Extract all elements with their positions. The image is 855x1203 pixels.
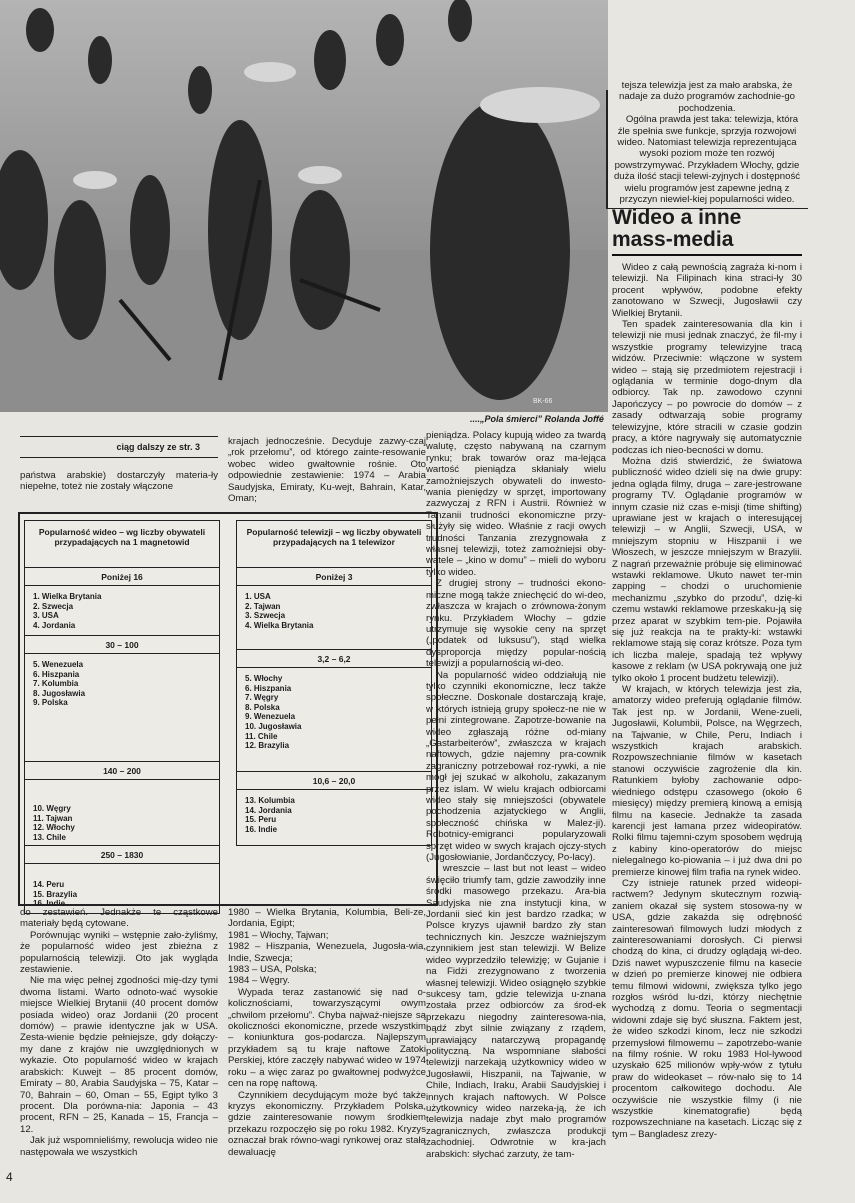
table-list [24, 586, 220, 636]
table-list [236, 586, 432, 650]
list-item: 15. Peru [245, 815, 277, 825]
column-1-top [20, 470, 218, 493]
list-item: 12. Brazylia [245, 741, 290, 751]
table-header: Popularność telewizji – wg liczby obywateli przypadających na 1 telewizor [236, 520, 432, 568]
column-2-bottom [228, 907, 426, 1158]
list-item: 2. Szwecja [33, 601, 74, 611]
list-item: 11. Tajwan [33, 813, 73, 823]
list-item: 5. Włochy [245, 674, 283, 683]
list-item: 12. Włochy [33, 823, 75, 833]
paragraph: krajach jednocześnie. Decyduje zazwy-czaj „rok przełomu”, od którego zainte-resowanie wobec wideo gwałtownie rośnie. Oto odpowiednie zestawienie: 1974 – Arabia Saudyjska, Emiraty, Ku-wejt, Bahrain, Katar, Oman; [228, 436, 426, 505]
list-item: 9. Wenezuela [245, 712, 296, 722]
list-item: 8. Jugosławia [33, 688, 86, 698]
continued-note: ciąg dalszy ze str. 3 [20, 436, 218, 458]
list-item: 10. Węgry [33, 804, 71, 813]
paragraph: 1980 – Wielka Brytania, Kolumbia, Beli-ze, Jordania, Egipt; [228, 907, 426, 930]
table-band: 140 – 200 [24, 762, 220, 780]
photo-field-workers [0, 0, 608, 412]
table-band: 30 – 100 [24, 636, 220, 654]
column-1-bottom [20, 907, 218, 1158]
paragraph: Na popularność wideo oddziałują nie tylko czynniki ekonomiczne, lecz także społeczne. Doskonale dostarczają kraje, w których istnieją grupy społecz-ne nie w pełni zintegrowane. Zapotrze-bowanie na wideo zgłaszają różne od-miany „Gastarbeiterów”, zwłaszcza w krajach naftowych, gdzie najemny pra-cownik zagraniczny potrzebował roz-rywki, a nie mógł jej szukać w alkoholu, zakazanym przez islam. W wielu krajach odbiorcami wideo stały się mniejszości (obywatele pochodzenia azjatyckiego w Anglii, społeczność chińska w Malez-ji). Robotnicy-emigranci popularyzowali sprzęt wideo w swych krajach ojczy-stych (Jugosłowianie, Jordančczycy, Po-lacy). [426, 669, 606, 864]
table-band: Poniżej 3 [236, 568, 432, 586]
photo-caption: ....„Pola śmierci” Rolanda Joffé [470, 414, 604, 424]
list-item: 7. Kolumbia [33, 679, 79, 689]
paragraph: Ten spadek zainteresowania dla kin i telewizji nie musi jednak znaczyć, że fil-my i wszystkie programy telewizyjne tracą widzów. Przeciwnie: włączone w system wideo – stają się przedmiotem rejestracji i oglądania w terminie dogo-dnym dla odbiorcy. Tak np. zawodowo czynni Japończycy – po powrocie do domów – z zasady odtwarzają sobie programy telewizyjne, które stracili w czasie godzin pracy, a które nagrywały się automatycznie podczas ich nieo-becności w domu. [612, 319, 802, 456]
paragraph: Nie ma więc pełnej zgodności mię-dzy tymi dwoma listami. Warto odnoto-wać wysokie miejsce Wielkiej Brytanii (40 procent domów posiada wideo) oraz Jordanii (20 procent domów) – prawie identyczne jak w USA. Zesta-wienie będzie pełniejsze, gdy dołączy-my dane z krajów nie uwzględnionych w wykazie. Oto popularność wideo w krajach arabskich: Kuwejt – 85 procent domów, Emiraty – 80, Arabia Saudyjska – 75, Katar – 70, Bahrain – 60, Oman – 55, Egipt tylko 3 procent. Dla porówna-nia: Japonia – 43 procent, RFN – 25, Kanada – 15, Francja – 12. [20, 975, 218, 1135]
list-item: 3. Szwecja [245, 611, 286, 621]
paragraph: Ogólna prawda jest taka: telewizja, która źle spełnia swe funkcje, sprzyja rozwojowi wideo. Natomiast telewizja reprezentująca wysoki poziom może ten rozwój powstrzymywać. Przykładem Włochy, gdzie duża ilość stacji telewi-zyjnych i dostępność wielu programów jest zapewne jedną z przyczyn niewiel-kiej popularności wideo. [613, 114, 801, 206]
paragraph: Czy istnieje ratunek przed wideopi-ractwem? Jedynym skutecznym rozwią-zaniem okazał się system stosowa-ny w USA, gdzie zakażda się odrębność zainteresowań filmowych ludzi młodych z zainteresowaniami dorosłych. Ci pierwsi chodzą do kina, ci drudzy oglądają wi-deo. Dziś nawet wypuszczenie filmu na kasecie w dzień po premierze kinowej nie odbiera temu filmowi widowni, zwiększa tylko jego rozgłos wśród lu-dzi, którzy niechętnie wychodzą z domu. Teoria o segmentacji widowni zdaje się być słuszna. Faktem jest, że wideo szkodzi kinom, lecz nie szkodzi przemysłowi filmowemu – zapotrzebo-wanie na filmy rośnie. W roku 1983 Hol-lywood uzyskało 625 milionów wpły-wów z tytułu praw do wideokaset – rów-nało się to 14 procentom całkowitego dochodu. Ale oczywiście nie wszystkie filmy (i nie wszystkie kinematografie) będą rozpowszechniane na kasetach. Licząc się z tym – Bangladesz zrezy- [612, 877, 802, 1140]
paragraph: 1983 – USA, Polska; [228, 964, 317, 976]
list-item: 5. Wenezuela [33, 660, 84, 669]
list-item: 14. Jordania [245, 805, 292, 815]
table-band: Poniżej 16 [24, 568, 220, 586]
paragraph: Czynnikiem decydującym może być także kryzys ekonomiczny. Przykładem Polska, gdzie zainteresowanie nowym środkiem przekazu rozpoczęło się po roku 1982. Kryzys oznaczał brak równo-wagi rynkowej oraz stałą dewaluację [228, 1089, 426, 1158]
list-item: 4. Wielka Brytania [245, 620, 314, 630]
paragraph: I wreszcie – last but not least – wideo święciło triumfy tam, gdzie zawodziły inne środki masowego przekazu. Ara-bia Saudyjska nie zna instytucji kina, w Jordanii sieć kin jest bardzo rzadka; w Polsce kryzys ujawnił bardzo zły stan technicznych kin. Jeszcze ważniejszym czynnikiem jest stan telewizji. W Belize wideo wyprzedziło telewizję; w Gujanie i na Fidżi zrezygnowano z tworzenia własnej telewizji. Wideo osiągnęło szybkie sukcesy tam, gdzie telewizja u-znana została przez odbiorców za środ-ek przekazu niegodny zainteresowa-nia, bądź zbyt silnie związany z rządem, uprawiający natarczywą propagandę polityczną. Na wspomniane słabości telewizji narzekają użytkownicy wideo w Jugosławii, Hiszpanii, na Tajwanie, w Chile, Indiach, Iraku, Arabii Saudyjskiej i innych krajach naftowych. W Polsce użytkownicy wideo narzeka-ją, że ich telewizja nadaje zbyt mało programów zagranicznych, zwłaszcza produkcji zachodniej. Odwrotnie w kra-jach arabskich: słychać zarzuty, że tam- [426, 863, 606, 1160]
list-item: 13. Chile [33, 832, 66, 842]
section-heading: Wideo a inne mass-media [612, 207, 802, 256]
list-item: 9. Polska [33, 698, 68, 708]
list-item: 10. Jugosławia [245, 721, 302, 731]
list-item: 11. Chile [245, 731, 278, 741]
list-item: 8. Polska [245, 702, 280, 712]
photographer-signature: BK-66 [533, 398, 553, 405]
paragraph: Porównując wyniki – wstępnie zało-żyliśmy, że popularność wideo jest zbieżna z popularnością telewizji. Oto jak wygląda zestawienie. [20, 929, 218, 976]
paragraph: Można dziś stwierdzić, że światowa publiczność wideo dzieli się na dwie grupy: jedna ogląda filmy, druga – zare-jestrowane programy TV. Oglądanie programów w innym czasie niż czas e-misji (time shifting) uprawiane jest w krajach o interesującej telewizji – w Anglii, Szwecji, USA, w mniejszym stopniu w Hiszpanii i we Włoszech, w jeszcze mniejszym w Brazylii. Z nagrań przeważnie próbuje się eliminować wstawki reklamowe. Ukuto nawet ter-min zapping – chodzi o uruchomienie mechanizmu „szybko do przodu”, dzię-ki czemu wstawki reklamowe przeskaku-ją się przez aparat w szybkim tem-pie. Pojawiła się już reakcja na te prakty-ki: wstawki reklamowe stają się coraz krótsze. Poza tym ich liczba maleje, spadają też wpływy kasowe z reklam (w USA pokrywają one już tylko około 1 procent budżetu telewizji). [612, 455, 802, 684]
popularity-table [18, 512, 438, 909]
paragraph: pieniądza. Polacy kupują wideo za twardą walutę, często nabywaną na czarnym rynku; brak towarów oraz ma-lejąca wartość pieniądza skłaniały wielu zamożniejszych obywateli do inwesto-wania pieniędzy w sprzęt, importowany zazwyczaj z RFN i Austrii. Również w Tanzanii trudności ekonomiczne przy-służyły się wideo. Właśnie z racji owych trudności Tanzania zrezygnowała z własnej telewizji, toteż zamożniejsi oby-watele – „kino w domu” – mieli do wyboru tylko wideo. [426, 430, 606, 578]
column-3 [426, 430, 606, 1160]
list-item: 1. Wielka Brytania [33, 592, 102, 601]
list-item: 14. Peru [33, 880, 65, 889]
table-band: 10,6 – 20,0 [236, 772, 432, 790]
paragraph: państwa arabskie) dostarczyły materia-ły niepełne, toteż nie zostały włączone [20, 470, 218, 493]
list-item: 1. USA [245, 592, 271, 601]
list-item: 2. Tajwan [245, 601, 281, 611]
table-list [24, 780, 220, 846]
paragraph: tejsza telewizja jest za mało arabska, że nadaje za dużo programów zachodnie-go pochodzenia. [619, 80, 795, 114]
paragraph: Wideo z całą pewnością zagraża ki-nom i telewizji. Na Filipinach kina straci-ły 30 procent wpływów, podobne efekty zanotowano w Szwecji, Jugosławii czy Wielkiej Brytanii. [612, 262, 802, 319]
page-number: 4 [6, 1170, 13, 1184]
table-list [236, 790, 432, 846]
paragraph: 1982 – Hiszpania, Wenezuela, Jugosła-wia, Indie, Szwecja; [228, 941, 426, 964]
video-popularity-column [24, 520, 220, 914]
paragraph: 1984 – Węgry. [228, 975, 290, 987]
table-list [24, 654, 220, 762]
paragraph: Z drugiej strony – trudności ekono-miczne mogą także zniechęcić do wi-deo, zwłaszcza w krajach o zrównowa-żonym rynku. Przykładem Włochy – gdzie utrzymuje się wysokie ceny na sprzęt („podatek od luksusu”), stąd wielka dysproporcja między popular-nością telewizji a popularnością wi-deo. [426, 578, 606, 670]
column-2-top [228, 436, 426, 504]
paragraph: W krajach, w których telewizja jest zła, amatorzy wideo preferują oglądanie filmów. Tak jest np. w Jordanii, Wene-zueli, Jugosławii, Kolumbii, Polsce, na Węgrzech, na Tajwanie, w Chile, Peru, Indiach i wszystkich krajach arabskich. Rozpowszechnianie filmów w kasetach stanowi oczywiście zagrożenie dla kin. Ratunkiem byłoby zachowanie odpo-wiedniego odstępu czasowego (około 6 miesięcy) między premierą kinową a emisją filmu na kasecie. Jednakże ta zasada karencji jest łamana przez wideopiratów. Rolki filmu tajemni-czym sposobem wędrują z kabiny kino-operatorów do miejsc nielegalnego ko-piowania – i już dwa dni po premierze kinowej film trafia na rynek wideo. [612, 684, 802, 878]
column-4 [612, 262, 802, 1140]
list-item: 6. Hiszpania [33, 669, 80, 679]
list-item: 6. Hiszpania [245, 683, 292, 693]
list-item: 4. Jordania [33, 620, 76, 630]
paragraph: Jak już wspomnieliśmy, rewolucja wideo nie następowała we wszystkich [20, 1135, 218, 1158]
list-item: 15. Brazylia [33, 889, 78, 899]
list-item: 13. Kolumbia [245, 796, 295, 805]
list-item: 16. Indie [245, 824, 278, 834]
table-list [236, 668, 432, 772]
paragraph: do zestawień. Jednakże te cząstkowe materiały będą cytowane. [20, 907, 218, 930]
right-top-text [612, 80, 802, 205]
list-item: 7. Węgry [245, 693, 279, 703]
table-band: 250 – 1830 [24, 846, 220, 864]
tv-popularity-column [236, 520, 432, 846]
paragraph: Wypada teraz zastanowić się nad o-kolicznościami, towarzyszącymi owym „chwilom przełomu”. Chyba najważ-niejsze są okoliczności ekonomiczne, przede wszystkim – koniunktura gos-podarcza. Najlepszym przykładem są tu kraje naftowe Zatoki Perskiej, które zaczęły nabywać wideo w 1974 roku – a więc zaraz po gwałtownej podwyżce cen na ropę naftową. [228, 986, 426, 1090]
table-header: Popularność wideo – wg liczby obywateli przypadających na 1 magnetowid [24, 520, 220, 568]
list-item: 3. USA [33, 611, 59, 621]
paragraph: 1981 – Włochy, Tajwan; [228, 929, 329, 941]
list-item: 16. Indie [33, 899, 66, 909]
table-band: 3,2 – 6,2 [236, 650, 432, 668]
